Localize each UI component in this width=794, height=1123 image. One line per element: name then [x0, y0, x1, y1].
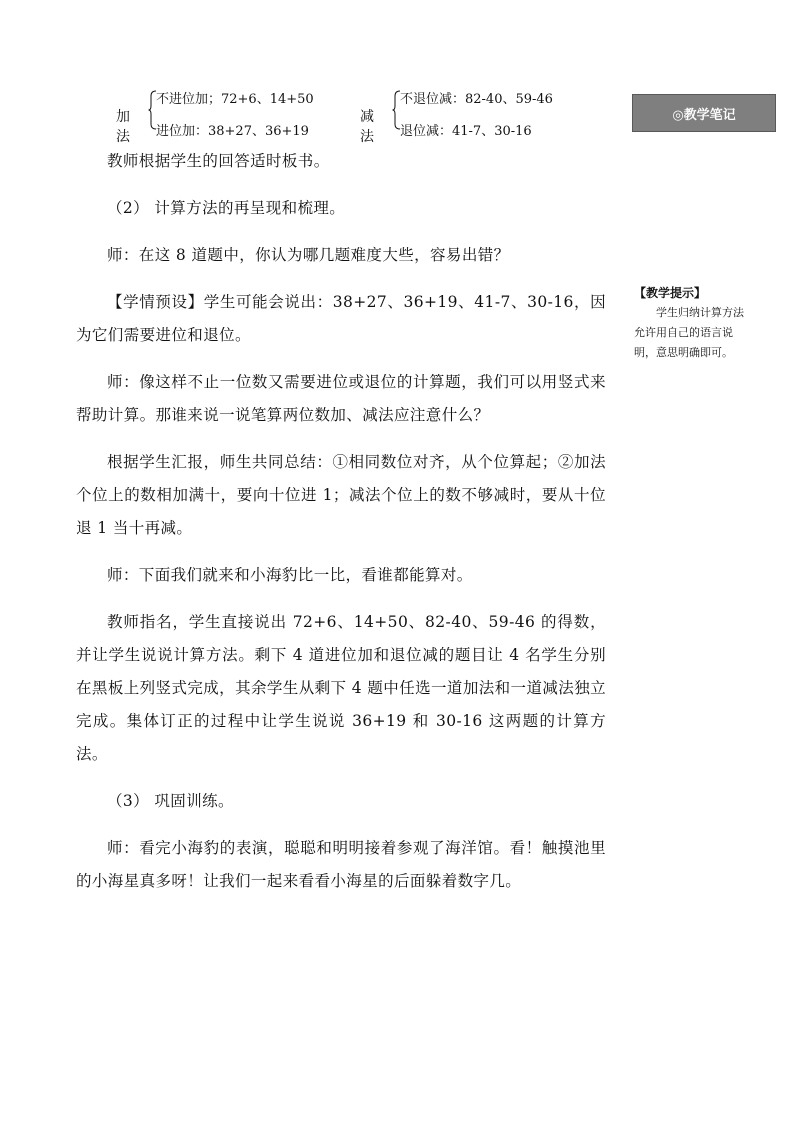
paragraph: 师：看完小海豹的表演，聪聪和明明接着参观了海洋馆。看！触摸池里的小海星真多呀！让我们一起来看看小海星的后面躲着数字几。	[76, 839, 606, 890]
paragraph: 师：像这样不止一位数又需要进位或退位的计算题，我们可以用竖式来帮助计算。那谁来说一说笔算两位数加、减法应注意什么？	[76, 373, 606, 424]
addition-carry: 进位加：38+27、36+19	[156, 124, 309, 139]
paragraph: 教师根据学生的回答适时板书。	[107, 152, 330, 170]
addition-no-carry: 不进位加；72+6、14+50	[156, 92, 314, 107]
subtraction-borrow: 退位减：41-7、30-16	[400, 124, 532, 139]
subtraction-no-borrow: 不退位减：82-40、59-46	[400, 92, 553, 107]
paragraph: 教师指名，学生直接说出 72+6、14+50、82-40、59-46 的得数，并让学生说说计算方法。剩下 4 道进位加和退位减的题目让 4 名学生分别在黑板上列竖式完成，其余学生从剩下 4 题中任选一道加法和一道减法独立完成。集体订正的过程中让学生说说 36+19 和 30-16 这两题的计算方法。	[76, 613, 606, 763]
teaching-notes-header: ◎教学笔记	[632, 94, 776, 132]
paragraph: 师：下面我们就来和小海豹比一比，看谁都能算对。	[107, 566, 473, 584]
addition-label: 加法	[116, 109, 130, 145]
section-heading: （2） 计算方法的再呈现和梳理。	[107, 199, 346, 217]
lesson-body	[76, 145, 606, 898]
teaching-tip-title: 【教学提示】	[634, 286, 707, 300]
subtraction-label: 减法	[360, 109, 374, 145]
paragraph: 师：在这 8 道题中，你认为哪几题难度大些，容易出错？	[107, 246, 510, 264]
paragraph: 根据学生汇报，师生共同总结：①相同数位对齐，从个位算起；②加法个位上的数相加满十，要向十位进 1；减法个位上的数不够减时，要从十位退 1 当十再减。	[76, 453, 606, 537]
teaching-tip	[634, 284, 754, 363]
calculation-classification	[116, 86, 596, 146]
teaching-tip-body: 学生归纳计算方法允许用自己的语言说明，意思明确即可。	[634, 306, 744, 359]
section-heading: （3） 巩固训练。	[107, 792, 234, 810]
paragraph: 【学情预设】学生可能会说出：38+27、36+19、41-7、30-16，因为它们需要进位和退位。	[76, 293, 606, 344]
